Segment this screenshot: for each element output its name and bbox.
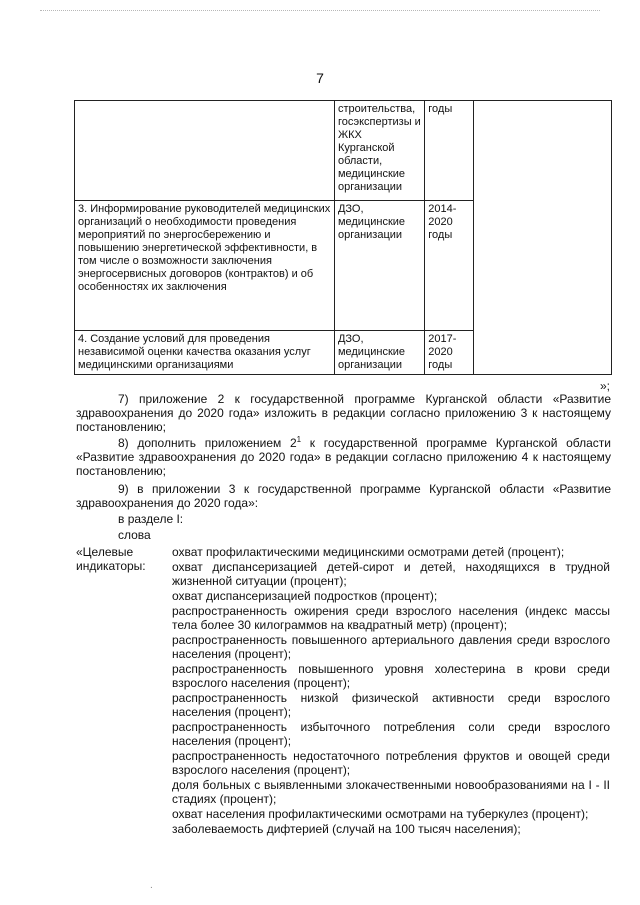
words-label: слова [118, 528, 151, 542]
table-cell-measure [75, 101, 335, 201]
closing-quote: »; [600, 379, 611, 393]
list-item: охват населения профилактическими осмотрами на туберкулез (процент); [172, 807, 589, 821]
indicators-list [172, 545, 610, 837]
list-item: охват диспансеризацией подростков (процент); [172, 589, 438, 603]
paragraph-9: 9) в приложении 3 к государственной программе Курганской области «Развитие здравоохранения до 2020 года»: [76, 482, 611, 510]
table-cell-measure: 4. Создание условий для проведения независимой оценки качества оказания услуг медицинскими организациями [75, 331, 335, 375]
list-item: охват профилактическими медицинскими осмотрами детей (процент); [172, 545, 565, 559]
list-item: распространенность низкой физической активности среди взрослого населения (процент); [172, 691, 610, 719]
list-item: заболеваемость дифтерией (случай на 100 тысяч населения); [172, 822, 521, 836]
page-number: 7 [316, 70, 324, 86]
scan-artifact-line [40, 10, 600, 12]
indicators-label: «Целевые индикаторы: [76, 545, 146, 573]
list-item: распространенность повышенного артериального давления среди взрослого населения (процент); [172, 633, 610, 661]
list-item: распространенность ожирения среди взрослого населения (индекс массы тела более 30 килограммов на квадратный метр) (процент); [172, 604, 610, 632]
table-cell-extra [474, 101, 612, 375]
table-cell-period: годы [425, 101, 474, 201]
list-item: охват диспансеризацией детей-сирот и детей, находящихся в трудной жизненной ситуации (процент); [172, 560, 610, 588]
table-cell-executors: ДЗО, медицинские организации [334, 331, 424, 375]
table-cell-executors: строительства, госэкспертизы и ЖКХ Курганской области, медицинские организации [334, 101, 424, 201]
superscript: 1 [296, 435, 302, 444]
list-item: доля больных с выявленными злокачественными новообразованиями на I - II стадиях (процент); [172, 778, 610, 806]
list-item: распространенность избыточного потребления соли среди взрослого населения (процент); [172, 720, 610, 748]
table-cell-period: 2017-2020 годы [425, 331, 474, 375]
paragraph-8-text: 8) дополнить приложением 2 [118, 436, 297, 450]
table-cell-measure: 3. Информирование руководителей медицинских организаций о необходимости проведения мероприятий по энергосбережению и повышению энергетической эффективности, в том числе о возможности заключения энергосервисных договоров (контрактов) и об особенностях их заключения [75, 201, 335, 331]
footer-mark: . [150, 880, 153, 891]
measures-table [74, 100, 612, 375]
table-row [75, 101, 612, 201]
paragraph-8-text-rest: к государственной программе Курганской области «Развитие здравоохранения до 2020 года» в редакции согласно приложению 4 к настоящему постановлению; [76, 436, 611, 478]
list-item: распространенность повышенного уровня холестерина в крови среди взрослого населения (процент); [172, 662, 610, 690]
list-item: распространенность недостаточного потребления фруктов и овощей среди взрослого населения (процент); [172, 749, 610, 777]
section-label: в разделе I: [118, 512, 184, 526]
paragraph-8 [76, 436, 611, 478]
table-cell-period: 2014-2020 годы [425, 201, 474, 331]
table-cell-executors: ДЗО, медицинские организации [334, 201, 424, 331]
paragraph-7: 7) приложение 2 к государственной программе Курганской области «Развитие здравоохранения до 2020 года» изложить в редакции согласно приложению 3 к настоящему постановлению; [76, 392, 611, 434]
